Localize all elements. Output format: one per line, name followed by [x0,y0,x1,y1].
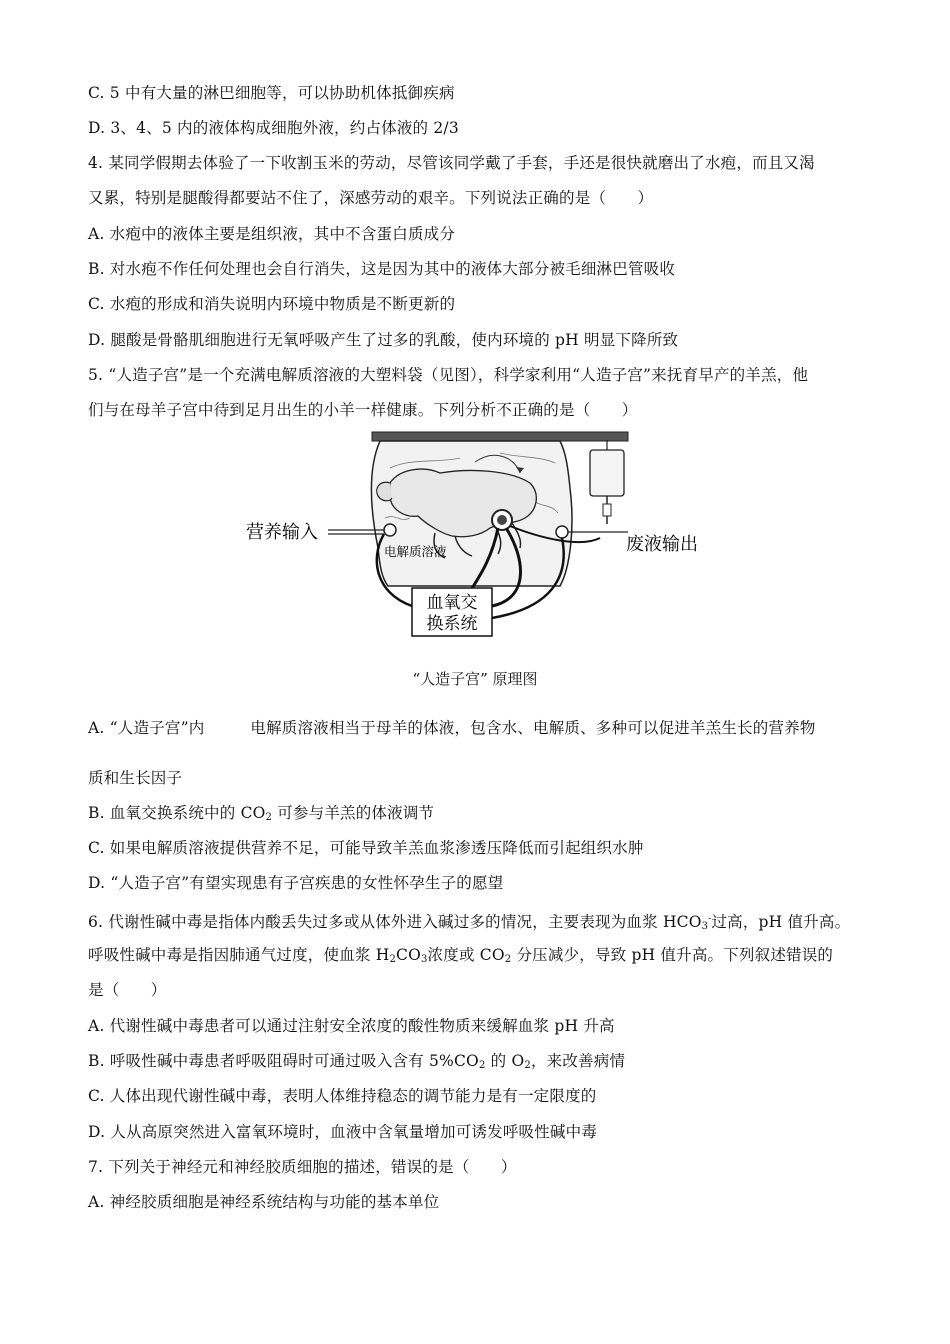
q6-line-1-sub: 3 [701,921,709,933]
q6-option-b-sub-1: 2 [478,1060,486,1071]
q4-stem-line-2: 又累，特别是腿酸得都要站不住了，深感劳动的艰辛。下列说法正确的是（ ） [88,189,654,207]
box-label-line-2: 换系统 [426,614,478,634]
q6-line-2-sub-1: 2 [389,954,397,965]
label-nutrient-input: 营养输入 [246,522,318,543]
q5-option-b-rest: 可参与羊羔的体液调节 [272,804,435,822]
q6-option-d: D. 人从高原突然进入富氧环境时，血液中含氧量增加可诱发呼吸性碱中毒 [88,1123,598,1141]
q6-line-2-text: 呼吸性碱中毒是指因肺通气过度，使血浆 H [88,946,390,964]
artificial-womb-diagram [240,428,720,643]
q3-option-c: C. 5 中有大量的淋巴细胞等，可以协助机体抵御疾病 [88,84,455,102]
box-label-line-1: 血氧交 [426,593,478,613]
q6-option-b-text: B. 呼吸性碱中毒患者呼吸阻碍时可通过吸入含有 5%CO [88,1052,479,1070]
q6-stem-line-1 [88,909,850,937]
q4-option-c: C. 水疱的形成和消失说明内环境中物质是不断更新的 [88,295,456,313]
q5-option-c: C. 如果电解质溶液提供营养不足，可能导致羊羔血浆渗透压降低而引起组织水肿 [88,839,644,857]
q6-stem-line-2 [88,945,833,970]
q6-option-c: C. 人体出现代谢性碱中毒，表明人体维持稳态的调节能力是有一定限度的 [88,1087,597,1105]
label-waste-output: 废液输出 [626,534,698,555]
lamb-head [377,482,392,500]
q6-line-2-rest: 分压减少，导致 pH 值升高。下列叙述错误的 [511,946,834,964]
q5-option-b-text: B. 血氧交换系统中的 CO [88,804,266,822]
output-port [556,526,568,538]
q6-option-a: A. 代谢性碱中毒患者可以通过注射安全浓度的酸性物质来缓解血浆 pH 升高 [88,1017,615,1035]
q6-line-1-text: 6. 代谢性碱中毒是指体内酸丢失过多或从体外进入碱过多的情况，主要表现为血浆 HCO [88,913,702,932]
q6-line-1-rest: 过高，pH 值升高。 [711,913,851,932]
q3-option-d: D. 3、4、5 内的液体构成细胞外液，约占体液的 2/3 [88,119,459,137]
q6-option-b-rest: ，来改善病情 [530,1052,626,1070]
figure-caption: “人造子宫” 原理图 [412,670,538,688]
q5-option-a-line-2: 质和生长因子 [88,769,183,787]
q6-option-b-sub-2: 2 [524,1060,531,1071]
label-electrolyte-solution: 电解质溶液 [384,544,447,559]
input-port [384,524,396,536]
q6-line-2-sub-2: 3 [420,954,428,965]
q5-option-b-sub: 2 [265,812,273,823]
q5-option-d: D. “人造子宫”有望实现患有子宫疾患的女性怀孕生子的愿望 [88,874,504,892]
q6-stem-line-3: 是（ ） [88,981,167,999]
q7-stem: 7. 下列关于神经元和神经胶质细胞的描述，错误的是（ ） [88,1158,517,1176]
iv-chamber [603,504,611,516]
q4-option-b: B. 对水疱不作任何处理也会自行消失，这是因为其中的液体大部分被毛细淋巴管吸收 [88,260,676,278]
q6-line-2-mid: CO [396,946,421,964]
q5-option-a-part-1: A. “人造子宫”内 [88,719,205,737]
q5-option-a-line-1 [88,718,816,738]
q6-line-2-mid-2: 浓度或 CO [427,946,505,964]
q5-stem-line-1: 5. “人造子宫”是一个充满电解质溶液的大塑料袋（见图），科学家利用“人造子宫”来抚育早产的羊羔，他 [88,366,809,384]
q4-option-d: D. 腿酸是骨骼肌细胞进行无氧呼吸产生了过多的乳酸，使内环境的 pH 明显下降所致 [88,331,679,349]
top-bar [372,432,628,441]
q6-option-b-mid: 的 O [485,1052,525,1070]
q7-option-a: A. 神经胶质细胞是神经系统结构与功能的基本单位 [88,1193,440,1211]
q5-option-a-part-2: 电解质溶液相当于母羊的体液，包含水、电解质、多种可以促进羊羔生长的营养物 [250,719,816,737]
umbilical-connector-center [497,515,507,525]
q5-stem-line-2: 们与在母羊子宫中待到足月出生的小羊一样健康。下列分析不正确的是（ ） [88,401,638,419]
q4-stem-line-1: 4. 某同学假期去体验了一下收割玉米的劳动，尽管该同学戴了手套，手还是很快就磨出了水疱，而且又渴 [88,154,815,172]
q6-line-1-sup: - [708,914,712,924]
iv-bag [590,450,624,496]
q6-line-2-sub-3: 2 [504,954,512,965]
q5-option-b [88,803,434,828]
q6-option-b [88,1051,625,1076]
q4-option-a: A. 水疱中的液体主要是组织液，其中不含蛋白质成分 [88,225,456,243]
